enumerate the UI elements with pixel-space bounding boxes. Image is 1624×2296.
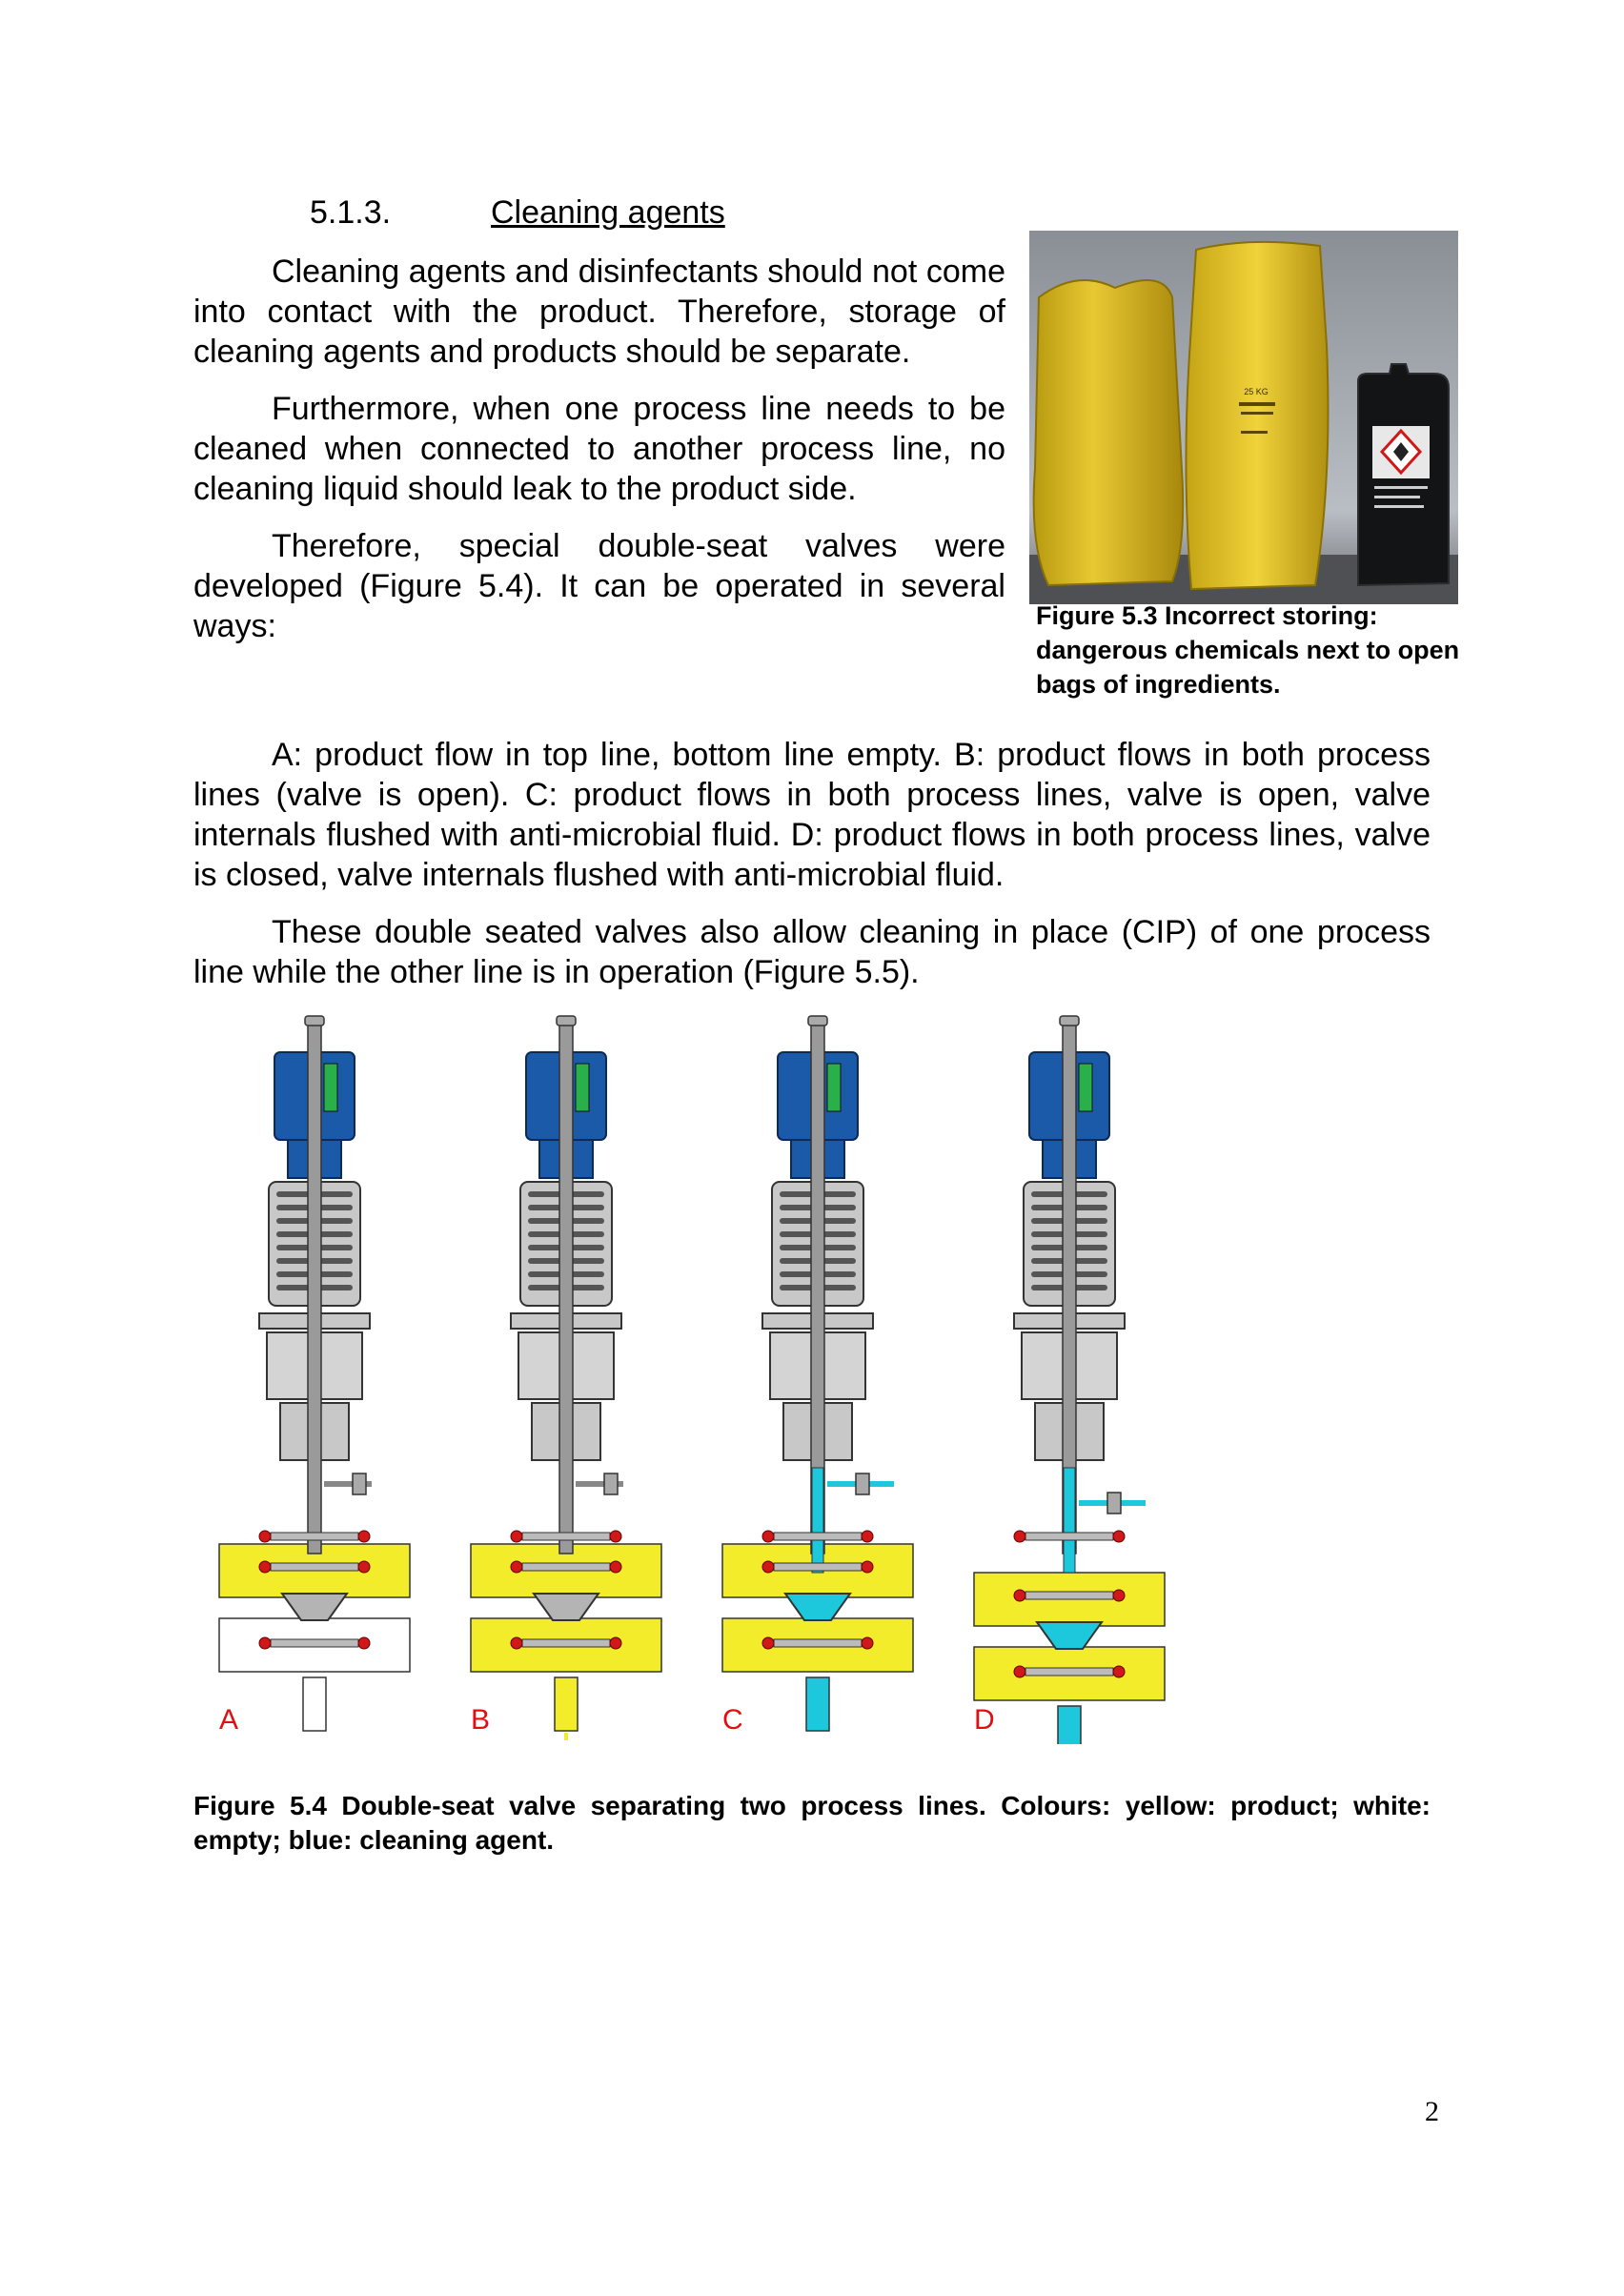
valve-label: D bbox=[974, 1704, 995, 1736]
valve-a bbox=[219, 1016, 410, 1736]
outlet-pipe bbox=[303, 1677, 326, 1731]
seal bbox=[862, 1637, 873, 1649]
seal bbox=[610, 1531, 621, 1542]
outlet-pipe bbox=[1058, 1706, 1081, 1744]
figure-5-4-diagram bbox=[210, 1010, 1201, 1744]
seal bbox=[511, 1531, 522, 1542]
seal bbox=[259, 1561, 271, 1573]
valve-seat bbox=[534, 1594, 599, 1620]
seal bbox=[259, 1637, 271, 1649]
seal bbox=[358, 1637, 370, 1649]
paragraph-2: Furthermore, when one process line needs to be cleaned when connected to another process line, no cleaning liquid should leak to the product side. bbox=[193, 391, 1005, 507]
section-heading bbox=[191, 194, 858, 232]
valve-label: A bbox=[219, 1704, 239, 1736]
seal bbox=[1113, 1590, 1125, 1601]
valve-stem bbox=[559, 1020, 573, 1554]
seal bbox=[511, 1637, 522, 1649]
seal bbox=[511, 1561, 522, 1573]
valve-c bbox=[722, 1016, 913, 1736]
seal bbox=[762, 1637, 774, 1649]
seal bbox=[862, 1561, 873, 1573]
figure-5-3-caption: Figure 5.3 Incorrect storing: dangerous chemicals next to open bags of ingredients. bbox=[1036, 601, 1460, 699]
seal bbox=[1014, 1666, 1025, 1677]
seal bbox=[762, 1561, 774, 1573]
seal bbox=[762, 1531, 774, 1542]
valve-seat bbox=[282, 1594, 347, 1620]
section-number: 5.1.3. bbox=[310, 194, 392, 231]
figure-5-3-photo bbox=[1029, 231, 1458, 604]
seal bbox=[358, 1531, 370, 1542]
bag-weight-text: 25 KG bbox=[1244, 387, 1269, 396]
valve-seat bbox=[1037, 1622, 1102, 1649]
paragraph-3: Therefore, special double-seat valves were developed (Figure 5.4). It can be operated in several ways: bbox=[193, 528, 1005, 644]
outlet-pipe bbox=[555, 1677, 578, 1731]
valve-stem bbox=[308, 1020, 321, 1554]
seal bbox=[1113, 1666, 1125, 1677]
valve-b bbox=[471, 1016, 661, 1744]
seal bbox=[1014, 1531, 1025, 1542]
seal bbox=[259, 1531, 271, 1542]
paragraph-5: These double seated valves also allow cleaning in place (CIP) of one process line while the other line is in operation (Figure 5.5). bbox=[193, 914, 1431, 990]
valve-d bbox=[974, 1016, 1165, 1744]
figure-5-4-caption: Figure 5.4 Double-seat valve separating two process lines. Colours: yellow: product; white: empty; blue: cleaning agent. bbox=[193, 1791, 1431, 1855]
seal bbox=[1014, 1590, 1025, 1601]
outlet-pipe bbox=[806, 1677, 829, 1731]
section-title: Cleaning agents bbox=[491, 194, 725, 231]
seal bbox=[610, 1637, 621, 1649]
seal bbox=[358, 1561, 370, 1573]
valve-seat bbox=[785, 1594, 850, 1620]
paragraph-1: Cleaning agents and disinfectants should not come into contact with the product. Therefore, storage of cleaning agents and products should be separate. bbox=[193, 254, 1005, 370]
page-number: 2 bbox=[1425, 2096, 1439, 2127]
paragraph-4: A: product flow in top line, bottom line empty. B: product flows in both process lines (valve is open). C: product flows in both process lines, valve is open, valve internals flushed with anti-microbial fluid. D: product flows in both process lines, valve is closed, valve internals flushed with anti-microbial fluid. bbox=[193, 737, 1431, 893]
seal bbox=[610, 1561, 621, 1573]
seal bbox=[1113, 1531, 1125, 1542]
valve-label: C bbox=[722, 1704, 743, 1736]
valve-label: B bbox=[471, 1704, 491, 1736]
seal bbox=[862, 1531, 873, 1542]
